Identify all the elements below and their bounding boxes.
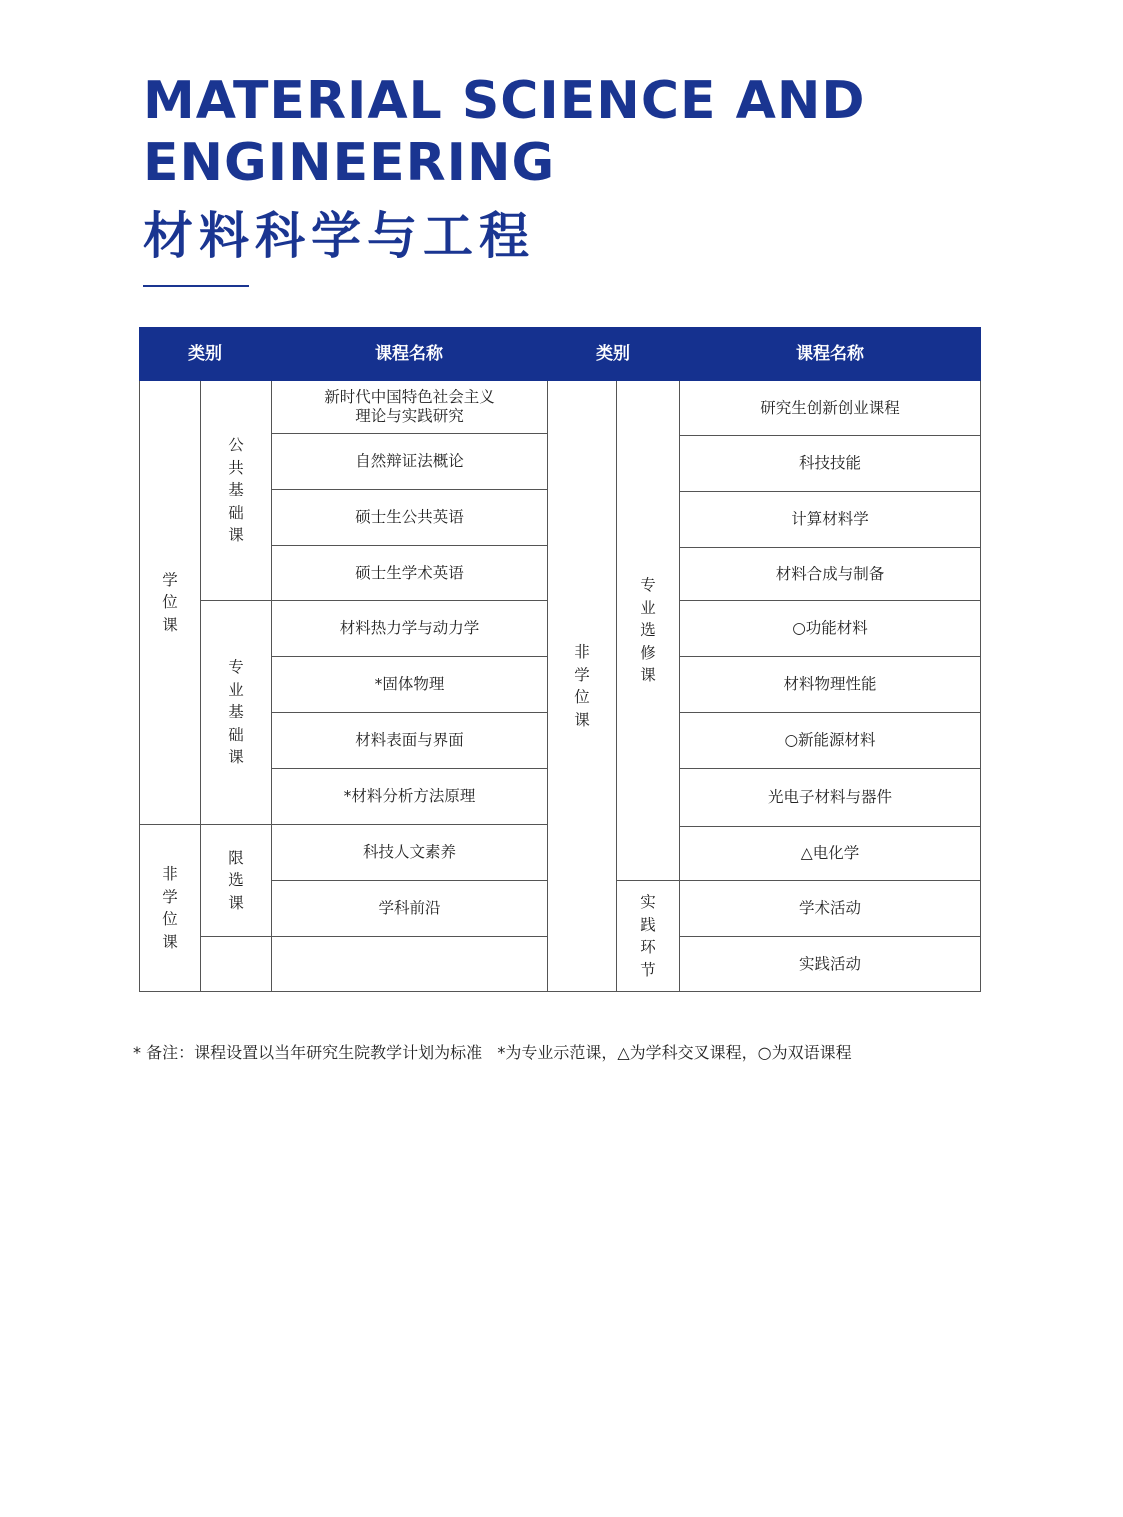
header-category-right: 类别 [596,344,630,364]
course-left-5: 材料热力学与动力学 [271,601,547,657]
vertical-char: 学 [162,887,178,906]
course-table [139,327,981,992]
vertical-char: 环 [640,938,656,956]
course-right-5: ○功能材料 [679,601,981,657]
vertical-char: 选 [640,621,656,640]
vertical-char: 位 [574,688,590,706]
vertical-char: 基 [228,703,244,722]
vertical-char: 业 [228,680,244,699]
vertical-char: 共 [228,458,244,477]
subcategory-limited [200,825,271,937]
course-left-6: *固体物理 [271,657,547,713]
title-english [143,70,866,194]
subcategory-practice [616,881,679,992]
course-right-10: 学术活动 [679,881,981,937]
vertical-char: 位 [162,593,178,612]
vertical-char: 专 [228,658,244,677]
course-right-6: 材料物理性能 [679,657,981,713]
title-english-line2: ENGINEERING [143,133,556,193]
course-left-4: 硕士生学术英语 [271,546,547,601]
course-right-9: △电化学 [679,827,981,881]
course-left-1-line1: 新时代中国特色社会主义 [324,388,495,406]
category-nondegree-right [547,381,616,992]
vertical-char: 选 [228,871,244,890]
vertical-char: 课 [228,893,244,912]
vertical-char: 限 [228,848,244,867]
course-right-1: 研究生创新创业课程 [679,381,981,436]
vertical-char: 节 [640,960,656,979]
title-english-line1: MATERIAL SCIENCE AND [143,71,866,131]
vertical-char: 基 [228,481,244,500]
vertical-char: 础 [228,503,244,522]
course-left-10: 学科前沿 [271,881,547,937]
category-nondegree-left [139,825,200,992]
vertical-char: 非 [574,643,590,661]
vertical-char: 学 [162,570,178,589]
course-left-1 [271,381,547,434]
vertical-char: 课 [640,666,656,685]
course-right-8: 光电子材料与器件 [679,769,981,827]
vertical-char: 础 [228,725,244,744]
empty-cell [271,937,547,992]
vertical-char: 学 [574,665,590,684]
course-right-7: ○新能源材料 [679,713,981,769]
vertical-char: 实 [640,893,656,911]
vertical-char: 课 [228,526,244,545]
header-course-left: 课程名称 [375,344,443,364]
vertical-char: 非 [162,865,178,883]
course-left-3: 硕士生公共英语 [271,490,547,546]
vertical-char: 课 [162,615,178,634]
title-chinese: 材料科学与工程 [143,207,535,265]
vertical-char: 位 [162,910,178,928]
course-right-2: 科技技能 [679,436,981,492]
vertical-char: 课 [228,748,244,767]
vertical-char: 践 [640,915,656,934]
header-category-left: 类别 [188,344,222,364]
category-degree [139,381,200,825]
course-right-3: 计算材料学 [679,492,981,548]
course-right-11: 实践活动 [679,937,981,992]
footnote: * 备注：课程设置以当年研究生院教学计划为标准 *为专业示范课，△为学科交叉课程，○为双语课程 [133,1043,852,1062]
course-left-8: *材料分析方法原理 [271,769,547,825]
title-underline [143,285,249,287]
course-right-4: 材料合成与制备 [679,548,981,601]
header-course-right: 课程名称 [796,344,864,364]
vertical-char: 修 [640,643,656,662]
vertical-char: 专 [640,576,656,595]
vertical-char: 课 [162,932,178,951]
empty-cell [200,937,271,992]
subcategory-public-basic [200,381,271,601]
course-left-7: 材料表面与界面 [271,713,547,769]
vertical-char: 业 [640,598,656,617]
course-left-2: 自然辩证法概论 [271,434,547,490]
subcategory-major-basic [200,601,271,825]
course-left-9: 科技人文素养 [271,825,547,881]
subcategory-elective [616,381,679,881]
course-left-1-line2: 理论与实践研究 [355,407,464,425]
vertical-char: 课 [574,710,590,729]
vertical-char: 公 [228,436,244,455]
table-header [139,327,981,381]
